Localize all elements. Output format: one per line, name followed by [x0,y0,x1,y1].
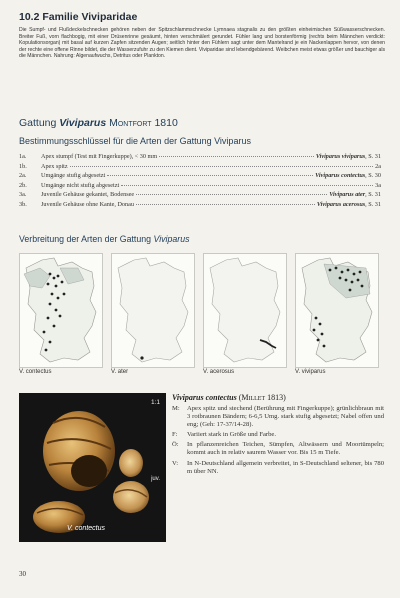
key-number: 3a. [19,191,27,198]
species-description [172,405,384,478]
key-result [316,153,381,160]
description-row [172,460,384,476]
distribution-map-contectus [19,253,101,366]
germany-map [111,253,195,368]
description-row [172,405,384,429]
key-text: Umgänge nicht stufig abgesetzt [41,181,120,189]
key-text: Umgänge stufig abgesetzt [41,172,106,179]
description-text: Variiert stark in Größe und Farbe. [187,431,276,439]
leader-dots [136,194,327,195]
juvenile-label: juv. [151,476,160,482]
species-author: (Millet 1813) [236,393,286,402]
map-caption: V. acerosus [203,369,235,375]
distribution-heading-prefix: Verbreitung der Arten der Gattung [19,234,154,244]
description-text: In pflanzenreichen Teichen, Sümpfen, Altwässern und Moortümpeln; kommt auch in relativ saurem Wasser vor. Bis 15 m Tiefe. [187,441,384,457]
species-name: Viviparus contectus [172,393,237,402]
description-key: M: [172,405,180,412]
key-result [317,201,381,208]
key-row [19,182,381,192]
key-result [329,191,381,198]
germany-map [19,253,103,368]
key-result-ref: , S. 31 [365,200,381,208]
key-row [19,163,381,173]
genus-author: Montfort [109,117,152,129]
leader-dots [136,204,315,205]
description-key: Ö: [172,441,179,449]
distribution-map-ater [111,253,193,366]
leader-dots [121,185,373,186]
leader-dots [107,175,313,176]
germany-map [203,253,287,368]
key-text: Apex stumpf (Test mit Fingerkuppe), < 30 mm [41,153,158,160]
scale-label: 1:1 [150,399,160,406]
key-number: 3b. [19,200,27,208]
key-result [375,163,381,170]
key-row [19,172,381,182]
description-text: In N-Deutschland allgemein verbreitet, in S-Deutschland seltener, bis 780 m über NN. [187,459,384,475]
leader-dots [70,166,374,167]
distribution-map-acerosus [203,253,285,366]
key-number: 1b. [19,162,27,170]
key-result-ref: , S. 31 [365,153,381,160]
key-result-ref: , S. 31 [365,191,381,198]
description-text: Apex spitz und stechend (Berührung mit Fingerkuppe); grünlichbraun mit 3 rotbraunen Bändern; 6-6,5 Umg. stark stufig abgesetzt; Nabel offen und eng; (Geh: 17-37/14-28). [187,405,384,429]
genus-heading [19,117,178,129]
intro-paragraph: Die Sumpf- und Flußdeckelschnecken gehören neben der Spitzschlammschnecke Lymnaea stagnalis zu den größten einheimischen Süßwasserschnecken. Breiter Fuß, vorn flachbogig, mit einer Drüsenrinne gesäumt, hinten verschmälert gerundet. Fühler lang und borstenförmig (rechts beim Männchen verdickt: Kopulationsorgan) mit basal auf kurzen Zapfen sitzenden Augen; seitlich hinter den Fühlern sagt unter dem Mantelrand je ein Nackenlappen hervor, von denen der rechte eine offene Rinne bildet, die der Wasserzufuhr zu den Kiemen dient. Viviparidae sind lebendgebärend. Weibchen meist etwas größer und bauchiger als die Männchen. Nahrung: Algenaufwuchs, Detritus oder Plankton. [19,27,385,60]
map-caption: V. viviparus [295,369,326,375]
distribution-map-viviparus [295,253,377,366]
key-result-ref: 2a [375,162,381,170]
key-result [315,172,381,179]
key-text: Juvenile Gehäuse gekantet, Bodensee [41,191,135,198]
genus-name: Viviparus [59,117,107,129]
description-row [172,441,384,457]
photo-species-label: V. contectus [67,525,106,532]
key-result-ref: , S. 30 [365,172,381,179]
key-number: 1a. [19,153,27,160]
leader-dots [159,156,314,157]
species-title [172,393,286,402]
distribution-heading-genus: Viviparus [153,234,190,244]
key-number: 2b. [19,181,27,189]
description-key: F: [172,431,178,439]
key-result-name: Viviparus acerosus [316,200,366,208]
genus-year: 1810 [151,117,178,129]
shell-photo [19,393,166,542]
description-row [172,431,384,439]
key-result-name: Viviparus ater [329,191,366,198]
page-number: 30 [19,570,26,578]
germany-map [295,253,379,368]
map-caption: V. ater [111,369,129,375]
key-row [19,191,381,201]
key-text: Apex spitz [41,162,68,170]
key-heading: Bestimmungsschlüssel für die Arten der Gattung Viviparus [19,136,251,146]
key-result-name: Viviparus contectus [315,172,366,179]
key-text: Juvenile Gehäuse ohne Kante, Donau [41,200,134,208]
key-row [19,153,381,163]
distribution-heading [19,234,190,244]
snail-shell-illustration [19,393,166,542]
determination-key [19,153,381,210]
map-caption: V. contectus [19,369,52,375]
key-result [375,182,381,189]
description-key: V: [172,459,179,467]
key-number: 2a. [19,172,27,179]
section-title: 10.2 Familie Viviparidae [19,11,138,23]
key-result-ref: 3a [375,181,381,189]
genus-prefix: Gattung [19,117,60,129]
key-row [19,201,381,211]
key-result-name: Viviparus viviparus [315,153,366,160]
